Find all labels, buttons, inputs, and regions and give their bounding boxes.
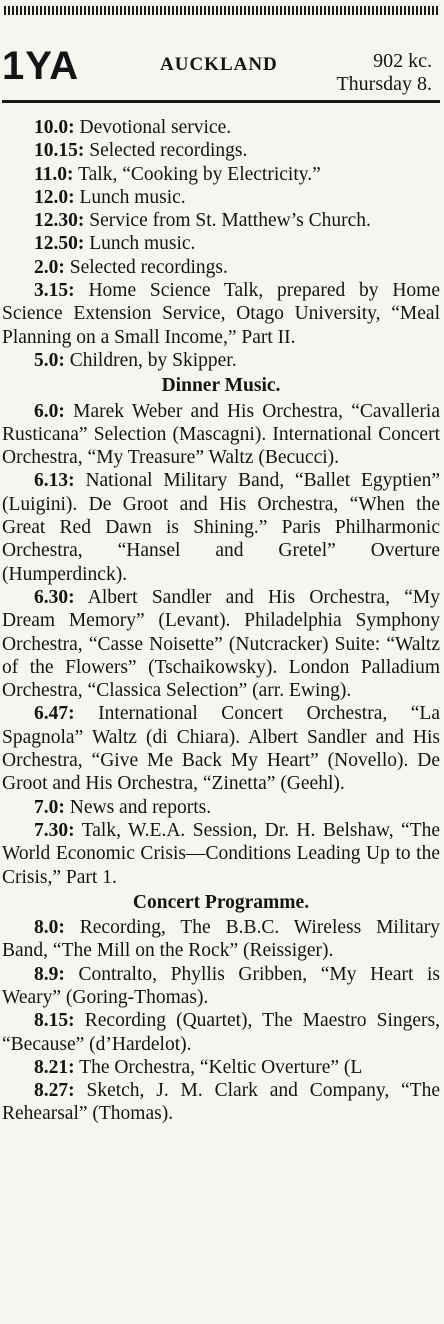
programme-item [2, 469, 440, 585]
dinner-programme [2, 400, 440, 889]
programme-item [2, 963, 440, 1010]
programme-item [2, 163, 440, 186]
programme-time: 5.0: [34, 349, 65, 371]
programme-text: Sketch, J. M. Clark and Company, “The Rehearsal” (Thomas). [2, 1080, 441, 1125]
programme-text: Lunch music. [79, 186, 186, 208]
programme-time: 8.15: [34, 1010, 75, 1032]
section-heading-dinner: Dinner Music. [161, 375, 281, 397]
programme-item [2, 279, 440, 349]
programme-time: 12.0: [34, 186, 75, 208]
programme-item [2, 1056, 440, 1079]
programme-text: News and reports. [69, 796, 212, 818]
programme-item [2, 702, 440, 795]
programme-item [2, 349, 440, 372]
programme-time: 10.15: [34, 140, 85, 162]
programme-text: Recording, The B.B.C. Wireless Military Band, “The Mill on the Rock” (Reissiger). [2, 917, 440, 962]
programme-time: 8.27: [34, 1080, 75, 1102]
programme-text: Marek Weber and His Orchestra, “Cavalleria Rusticana” Selection (Mascagni). International Concert Orchestra, “My Treasure” Waltz (Becucci). [2, 400, 440, 469]
programme-text: Recording (Quartet), The Maestro Singers, “Because” (d’Hardelot). [2, 1010, 440, 1055]
programme-item [2, 256, 440, 279]
broadcast-day: Thursday 8. [336, 73, 432, 95]
programme-text: Talk, W.E.A. Session, Dr. H. Belshaw, “The World Economic Crisis—Conditions Leading Up to the Crisis,” Part 1. [2, 819, 440, 888]
header-rule [2, 100, 440, 103]
programme-time: 8.21: [34, 1056, 75, 1078]
section-heading-concert: Concert Programme. [132, 891, 310, 913]
programme-time: 7.30: [34, 819, 75, 841]
programme-time: 3.15: [34, 280, 75, 302]
programme-time: 12.30: [34, 210, 85, 232]
programme-text: National Military Band, “Ballet Egyptien” (Luigini). De Groot and His Orchestra, “When the Great Red Dawn is Shining.” Paris Philharmonic Orchestra, “Hansel and Gretel” Overture (Humperdinck). [2, 470, 441, 585]
programme-item [2, 1079, 440, 1126]
programme-text: Children, by Skipper. [69, 349, 237, 371]
programme-item [2, 796, 440, 819]
programme-text: Home Science Talk, prepared by Home Science Extension Service, Otago University, “Meal Planning on a Small Income,” Part II. [2, 280, 441, 348]
programme-item [2, 186, 440, 209]
programme-text: Devotional service. [79, 117, 232, 138]
programme-time: 6.13: [34, 470, 75, 492]
programme-list [2, 116, 440, 1126]
programme-time: 7.0: [34, 796, 65, 818]
programme-item [2, 819, 440, 889]
programme-text: Contralto, Phyllis Gribben, “My Heart is Weary” (Goring-Thomas). [2, 963, 440, 1008]
programme-item [2, 209, 440, 232]
programme-item [2, 116, 440, 139]
daytime-programme [2, 116, 440, 372]
programme-time: 10.0: [34, 117, 75, 138]
top-decorative-rule [4, 6, 440, 15]
programme-item [2, 586, 440, 702]
programme-time: 6.30: [34, 586, 75, 608]
programme-item [2, 232, 440, 255]
programme-text: Talk, “Cooking by Electricity.” [78, 163, 321, 185]
programme-time: 6.0: [34, 400, 65, 422]
concert-programme [2, 916, 440, 1126]
programme-text: Selected recordings. [69, 256, 228, 278]
programme-text: Service from St. Matthew’s Church. [89, 210, 371, 232]
programme-time: 12.50: [34, 233, 85, 255]
programme-item [2, 1009, 440, 1056]
programme-text: The Orchestra, “Keltic Overture” (L [79, 1056, 363, 1078]
station-callsign: 1YA [2, 44, 80, 88]
programme-time: 11.0: [34, 163, 74, 185]
station-header [0, 38, 444, 110]
station-frequency: 902 kc. [373, 50, 432, 72]
programme-item [2, 400, 440, 470]
programme-time: 6.47: [34, 703, 75, 725]
programme-text: Albert Sandler and His Orchestra, “My Dream Memory” (Levant). Philadelphia Symphony Orchestra, “Casse Noisette” (Nutcracker) Suite: “Waltz of the Flowers” (Tschaikowsky). London Palladium Orchestra, “Classica Selection” (arr. Ewing). [2, 586, 440, 702]
programme-time: 8.9: [34, 963, 65, 985]
programme-text: Lunch music. [89, 233, 196, 255]
station-city: AUCKLAND [160, 54, 278, 75]
programme-text: Selected recordings. [89, 140, 248, 162]
programme-item [2, 916, 440, 963]
programme-item [2, 139, 440, 162]
programme-text: International Concert Orchestra, “La Spagnola” Waltz (di Chiara). Albert Sandler and His Orchestra, “Give Me Back My Heart” (Novello). De Groot and His Orchestra, “Zinetta” (Geehl). [2, 703, 440, 795]
programme-time: 2.0: [34, 256, 65, 278]
programme-time: 8.0: [34, 917, 65, 939]
